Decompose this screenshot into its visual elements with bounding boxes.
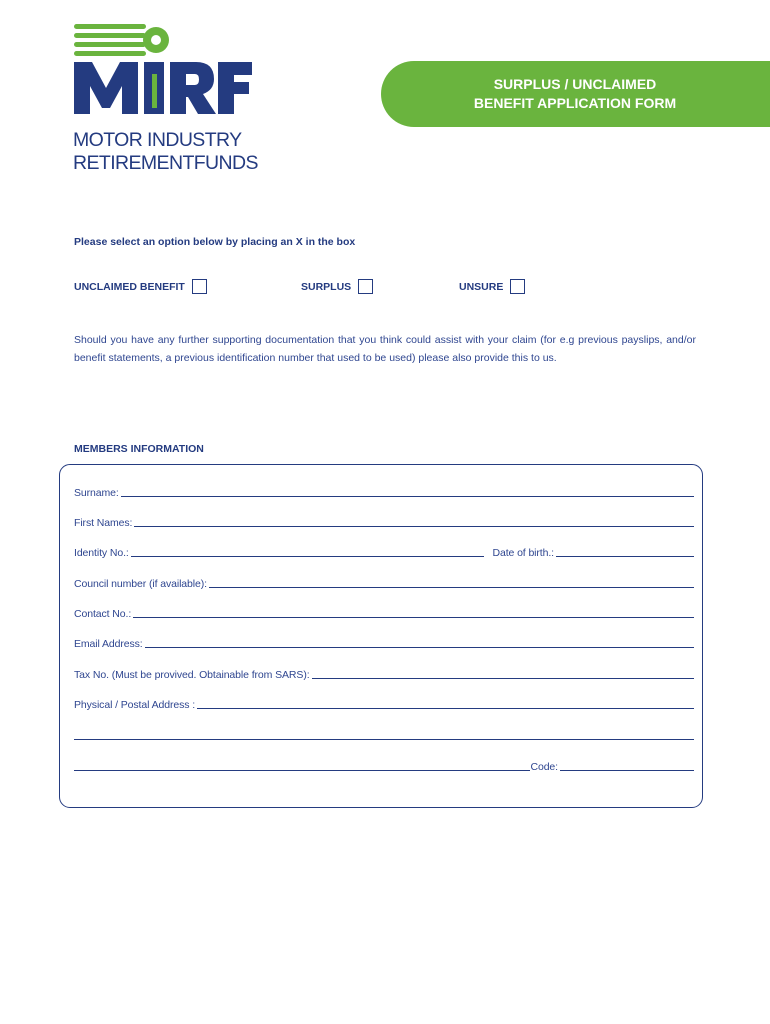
brand-name-line1: MOTOR INDUSTRY (73, 129, 242, 151)
option-surplus-label: SURPLUS (301, 280, 352, 293)
address-label: Physical / Postal Address : (74, 699, 196, 711)
supporting-docs-note: Should you have any further supporting documentation that you think could assist with your claim (for e.g previous payslips, and/or benefit statements, a previous identification number that used to be used) please also provide this to us. (74, 334, 696, 364)
council-field[interactable] (209, 587, 694, 588)
identity-label: Identity No.: (74, 547, 129, 559)
surname-row (74, 485, 694, 499)
council-row (74, 576, 694, 590)
address-line-3-field[interactable] (74, 770, 530, 771)
form-title-line2: BENEFIT APPLICATION FORM (473, 95, 677, 111)
members-section-title: MEMBERS INFORMATION (74, 443, 204, 455)
brand-name-line2: RETIREMENTFUNDS (73, 152, 258, 174)
council-label: Council number (if available): (74, 578, 207, 590)
selection-instruction: Please select an option below by placing an X in the box (74, 236, 356, 248)
contact-row (74, 606, 694, 620)
form-title-banner (381, 61, 770, 127)
unsure-checkbox[interactable] (510, 279, 525, 294)
address-line-3-row (74, 759, 694, 773)
dob-field[interactable] (556, 556, 694, 557)
tax-label: Tax No. (Must be provived. Obtainable from SARS): (74, 669, 310, 681)
email-label: Email Address: (74, 638, 143, 650)
code-field[interactable] (560, 770, 694, 771)
first-names-label: First Names: (74, 517, 133, 529)
code-label: Code: (530, 761, 558, 773)
surplus-checkbox[interactable] (358, 279, 373, 294)
identity-dob-row (74, 545, 694, 559)
email-row (74, 636, 694, 650)
surname-label: Surname: (74, 487, 119, 499)
surname-field[interactable] (121, 496, 694, 497)
option-unclaimed-benefit (74, 279, 207, 294)
unclaimed-benefit-checkbox[interactable] (192, 279, 207, 294)
tax-field[interactable] (312, 678, 694, 679)
contact-label: Contact No.: (74, 608, 132, 620)
identity-field[interactable] (131, 556, 485, 557)
dob-label: Date of birth.: (492, 547, 554, 559)
address-line-2-field[interactable] (74, 739, 694, 740)
address-line-2-row (74, 728, 694, 742)
first-names-field[interactable] (134, 526, 694, 527)
address-row (74, 697, 694, 711)
tax-row (74, 667, 694, 681)
email-field[interactable] (145, 647, 694, 648)
option-surplus (301, 279, 373, 294)
option-unclaimed-label: UNCLAIMED BENEFIT (74, 280, 185, 293)
option-unsure-label: UNSURE (459, 280, 504, 293)
contact-field[interactable] (133, 617, 694, 618)
form-title-line1: SURPLUS / UNCLAIMED (493, 76, 657, 92)
option-unsure (459, 279, 525, 294)
first-names-row (74, 515, 694, 529)
address-field[interactable] (197, 708, 694, 709)
